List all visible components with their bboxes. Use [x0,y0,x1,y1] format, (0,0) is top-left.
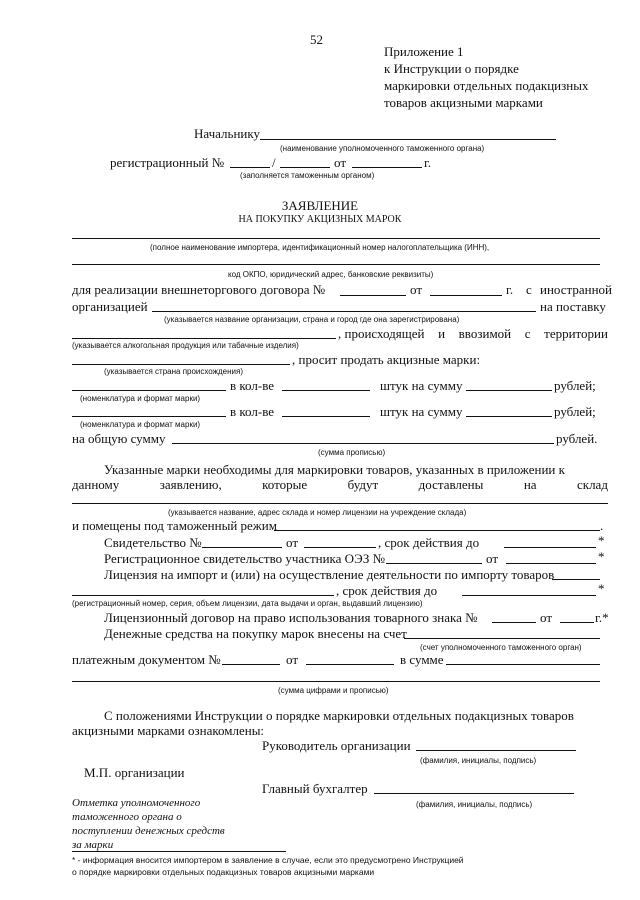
sez-number-line[interactable] [386,563,482,564]
para-word-2: заявлению, [159,477,222,492]
accountant-signature-line[interactable] [374,793,574,794]
head-fio-hint: (фамилия, инициалы, подпись) [420,756,537,765]
seal-label: М.П. организации [84,765,185,780]
format-hint-2: (номенклатура и формат марки) [80,420,201,429]
product-hint: (указывается алкогольная продукция или табачные изделия) [72,341,299,350]
para-word-3: которые [262,477,308,492]
product-line[interactable] [72,338,336,339]
contract-g: г. [506,282,514,297]
customs-body-line[interactable] [260,139,556,140]
country-line[interactable] [72,364,290,365]
appendix-line-1: Приложение 1 [384,44,464,59]
contract-c: с [526,282,532,297]
doc-title: ЗАЯВЛЕНИЕ [281,198,359,213]
para-word-4: будут [347,477,379,492]
cert-valid-line[interactable] [504,547,596,548]
paydoc-date-line[interactable] [306,664,394,665]
reg-date-line[interactable] [352,167,422,168]
reg-hint: (заполняется таможенным органом) [240,171,375,180]
license-valid: , срок действия до [336,583,438,598]
sez-star: * [598,549,605,564]
sez-date-line[interactable] [506,563,596,564]
reg-year: г. [424,155,432,170]
regime-dot: . [600,518,604,533]
cert-label: Свидетельство № [104,535,202,550]
contract-from: от [410,282,423,297]
sez-label: Регистрационное свидетельство участника ОЭЗ № [104,551,385,566]
contract-label: для реализации внешнеторгового договора № [72,282,326,297]
pcs-label-1: штук на сумму [380,378,463,393]
trademark-date-line[interactable] [560,622,594,623]
account-hint: (счет уполномоченного таможенного орган) [420,643,582,652]
ack-line-1: С положениями Инструкции о порядке маркировки отдельных подакцизных товаров [104,708,574,723]
country-hint: (указывается страна происхождения) [104,367,244,376]
cert-valid: , срок действия до [378,535,480,550]
qty-label-2: в кол-ве [230,404,275,419]
accountant-fio-hint: (фамилия, инициалы, подпись) [416,800,533,809]
license-line-end[interactable] [552,579,600,580]
warehouse-line[interactable] [72,503,608,504]
cert-number-line[interactable] [202,547,282,548]
total-label: на общую сумму [72,431,166,446]
importer-hint: (полное наименование импортера, идентификационный номер налогоплательщика (ИНН), [150,243,490,252]
appendix-line-4: товаров акцизными марками [384,95,543,110]
warehouse-hint: (указывается название, адрес склада и номер лицензии на учреждение склада) [168,508,467,517]
license-details-line[interactable] [72,595,334,596]
sum-figures-hint: (сумма цифрами и прописью) [278,686,389,695]
regime-line[interactable] [274,530,600,531]
para-word-7: склад [576,477,608,492]
footnote-divider [72,851,286,852]
qty-line-2[interactable] [282,416,370,417]
reg-number-line[interactable] [230,167,270,168]
footnote-line-1: * - информация вносится импортером в заявление в случае, если это предусмотрено Инструкцией [72,855,464,865]
origin-word-3: ввозимой [458,326,512,341]
ack-line-2: акцизными марками ознакомлены: [72,723,265,738]
origin-word-5: территории [544,326,608,341]
stamp-format-line-2[interactable] [72,416,226,417]
trademark-label: Лицензионный договор на право использования товарного знака № [104,610,478,625]
customs-body-hint: (наименование уполномоченного таможенного органа) [280,144,485,153]
para-word-5: доставлены [418,477,484,492]
format-hint-1: (номенклатура и формат марки) [80,394,201,403]
head-label: Руководитель организации [262,738,411,753]
contract-number-line[interactable] [340,295,406,296]
foreign-org-hint: (указывается название организации, страна и город где она зарегистрирована) [164,315,460,324]
chief-label: Начальнику [194,126,261,141]
contract-foreign: иностранной [540,282,612,297]
paydoc-label: платежным документом № [72,652,221,667]
customs-note: Отметка уполномоченного таможенного органа о поступлении денежных средств за марки [72,797,225,851]
sum-line-1[interactable] [466,390,552,391]
trademark-g: г.* [595,610,609,625]
cert-date-line[interactable] [304,547,376,548]
sum-line-2[interactable] [466,416,552,417]
stamp-format-line-1[interactable] [72,390,226,391]
sez-from: от [486,551,499,566]
regime-label: и помещены под таможенный режим [72,518,277,533]
license-label: Лицензия на импорт и (или) на осуществление деятельности по импорту товаров [104,567,555,582]
para-line-1: Указанные марки необходимы для маркировки товаров, указанных в приложении к [104,462,565,477]
reg-slash: / [272,155,276,170]
para-line-2 [72,477,608,492]
page-number: 52 [310,32,323,47]
paydoc-sum-line[interactable] [446,664,600,665]
license-star: * [598,581,605,596]
footnote-line-2: о порядке маркировки отдельных подакцизных товаров акцизными марками [72,867,375,877]
origin-word-2: и [438,326,446,341]
cert-from: от [286,535,299,550]
reg-from: от [334,155,347,170]
appendix-line-2: к Инструкции о порядке [384,61,519,76]
origin-row [338,326,608,341]
accountant-label: Главный бухгалтер [262,781,368,796]
okpo-hint: код ОКПО, юридический адрес, банковские реквизиты) [228,270,434,279]
qty-label-1: в кол-ве [230,378,275,393]
origin-word-4: с [524,326,531,341]
head-signature-line[interactable] [416,750,576,751]
total-line[interactable] [172,443,554,444]
rub-label-2: рублей; [554,404,596,419]
account-line[interactable] [404,638,600,639]
sum-words-hint: (сумма прописью) [318,448,386,457]
pcs-label-2: штук на сумму [380,404,463,419]
paydoc-number-line[interactable] [222,664,280,665]
contract-date-line[interactable] [430,295,502,296]
supply-label: на поставку [540,299,606,314]
doc-subtitle: НА ПОКУПКУ АКЦИЗНЫХ МАРОК [238,214,402,225]
license-hint: (регистрационный номер, серия, объем лицензии, дата выдачи и орган, выдавший лицензию) [72,599,423,608]
para-word-6: на [523,477,537,492]
appendix-line-3: маркировки отдельных подакцизных [384,78,589,93]
sum-figures-line[interactable] [72,681,600,682]
license-valid-line[interactable] [462,595,596,596]
request-text: , просит продать акцизные марки: [292,352,481,367]
org-label: организацией [72,299,148,314]
paydoc-sum: в сумме [400,652,444,667]
foreign-org-line[interactable] [152,311,536,312]
cert-star: * [598,533,605,548]
reg-label: регистрационный № [110,155,225,170]
origin-word-1: , происходящей [338,326,425,341]
total-rub: рублей. [556,431,598,446]
qty-line-1[interactable] [282,390,370,391]
importer-details-line[interactable] [72,264,600,265]
paydoc-from: от [286,652,299,667]
trademark-from: от [540,610,553,625]
money-label: Денежные средства на покупку марок внесены на счет [104,626,407,641]
rub-label-1: рублей; [554,378,596,393]
trademark-number-line[interactable] [492,622,536,623]
reg-number-line-2[interactable] [280,167,330,168]
para-word-1: данному [72,477,120,492]
importer-line[interactable] [72,238,600,239]
